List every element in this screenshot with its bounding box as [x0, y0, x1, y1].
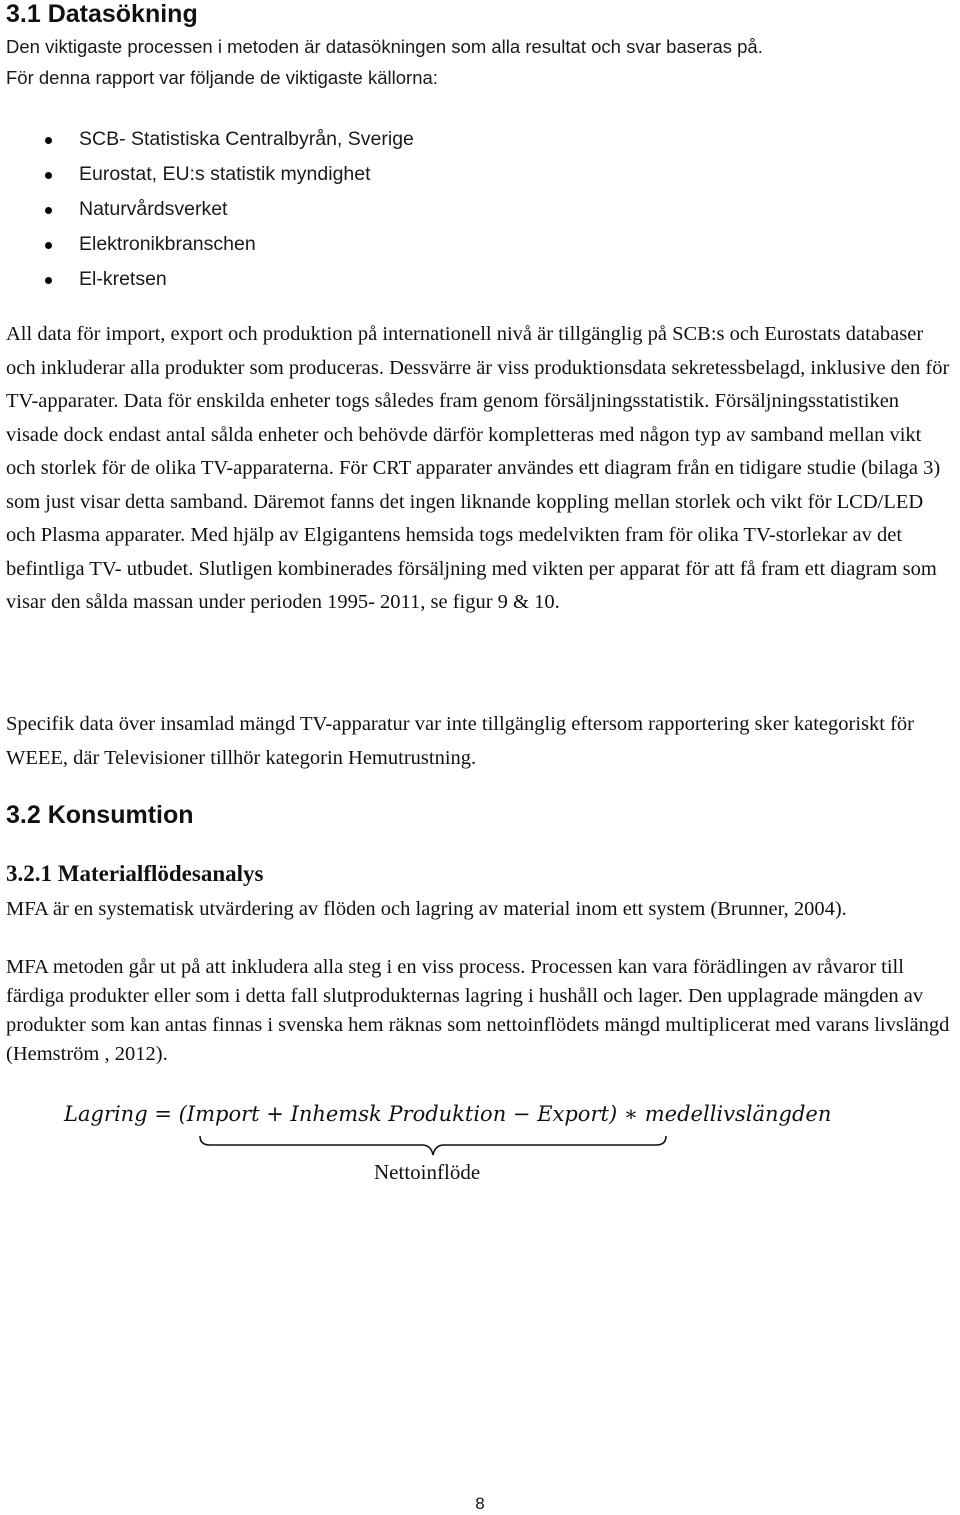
- list-item: [0, 122, 414, 157]
- bullet-icon: [45, 137, 52, 144]
- intro-line-2: För denna rapport var följande de viktigaste källorna:: [6, 67, 438, 88]
- source-label: El-kretsen: [79, 268, 167, 290]
- subsection-heading-mfa: 3.2.1 Materialflödesanalys: [6, 861, 264, 886]
- formula-open-paren: (: [178, 1102, 187, 1126]
- list-item: [0, 157, 414, 192]
- section-heading-konsumtion: 3.2 Konsumtion: [6, 801, 194, 829]
- bullet-icon: [45, 242, 52, 249]
- list-item: [0, 227, 414, 262]
- page-number: 8: [475, 1494, 485, 1513]
- paragraph-data-sources: All data för import, export och produktion på internationell nivå är tillgänglig på SCB:s och Eurostats databaser och inkluderar alla produkter som produceras. Dessvärre är viss produktionsdata sekretessbelagd, inklusive den för TV-apparater. Data för enskilda enheter togs således fram genom försäljningsstatistik. Försäljningsstatistiken visade dock endast antal sålda enheter och behövde därför kompletteras med någon typ av samband mellan vikt och storlek för de olika TV-apparaterna. För CRT apparater användes ett diagram från en tidigare studie (bilaga 3) som just visar detta samband. Däremot fanns det ingen liknande koppling mellan storlek och vikt för LCD/LED och Plasma apparater. Med hjälp av Elgigantens hemsida togs medelvikten fram för olika TV-storlekar av det befintliga TV- utbudet. Slutligen kombinerades försäljning med vikten per apparat för att få fram ett diagram som visar den sålda massan under perioden 1995- 2011, se figur 9 & 10.: [6, 323, 950, 613]
- formula-medellivslangden: medellivslängden: [644, 1102, 832, 1126]
- source-label: Elektronikbranschen: [79, 233, 256, 255]
- formula-plus: +: [259, 1102, 291, 1126]
- nettoinflode-label: Nettoinflöde: [374, 1160, 481, 1184]
- formula-times: ∗: [617, 1102, 645, 1126]
- paragraph-weee: Specifik data över insamlad mängd TV-apparatur var inte tillgänglig eftersom rapportering sker kategoriskt för WEEE, där Televisioner tillhör kategorin Hemutrustning.: [6, 713, 914, 769]
- source-list: [0, 122, 414, 297]
- intro-line-1: Den viktigaste processen i metoden är datasökningen som alla resultat och svar baseras på.: [6, 36, 763, 57]
- list-item: [0, 192, 414, 227]
- formula-close-paren: ): [608, 1102, 618, 1126]
- storage-formula: [64, 1097, 924, 1137]
- bullet-icon: [45, 172, 52, 179]
- paragraph-mfa-definition: MFA är en systematisk utvärdering av flöden och lagring av material inom ett system (Brunner, 2004).: [6, 898, 847, 920]
- formula-lagring: Lagring: [64, 1102, 148, 1126]
- formula-import: Import: [186, 1102, 260, 1126]
- formula-minus: −: [506, 1102, 538, 1126]
- paragraph-mfa-method: MFA metoden går ut på att inkludera alla steg i en viss process. Processen kan vara förädlingen av råvaror till färdiga produkter eller som i detta fall slutprodukternas lagring i hushåll och lager. Den upplagrade mängden av produkter som kan antas finnas i svenska hem räknas som nettoinflödets mängd multiplicerat med varans livslängd (Hemström , 2012).: [6, 956, 950, 1065]
- formula-export: Export: [537, 1102, 609, 1126]
- formula-inhemsk-produktion: Inhemsk Produktion: [290, 1102, 507, 1126]
- formula-equals: =: [147, 1102, 179, 1126]
- source-label: Eurostat, EU:s statistik myndighet: [79, 163, 371, 185]
- list-item: [0, 262, 414, 297]
- source-label: Naturvårdsverket: [79, 198, 228, 220]
- bullet-icon: [45, 207, 52, 214]
- section-heading-datasokning: 3.1 Datasökning: [6, 0, 198, 28]
- source-label: SCB- Statistiska Centralbyrån, Sverige: [79, 128, 414, 150]
- bullet-icon: [45, 277, 52, 284]
- underbrace-icon: [198, 1134, 668, 1158]
